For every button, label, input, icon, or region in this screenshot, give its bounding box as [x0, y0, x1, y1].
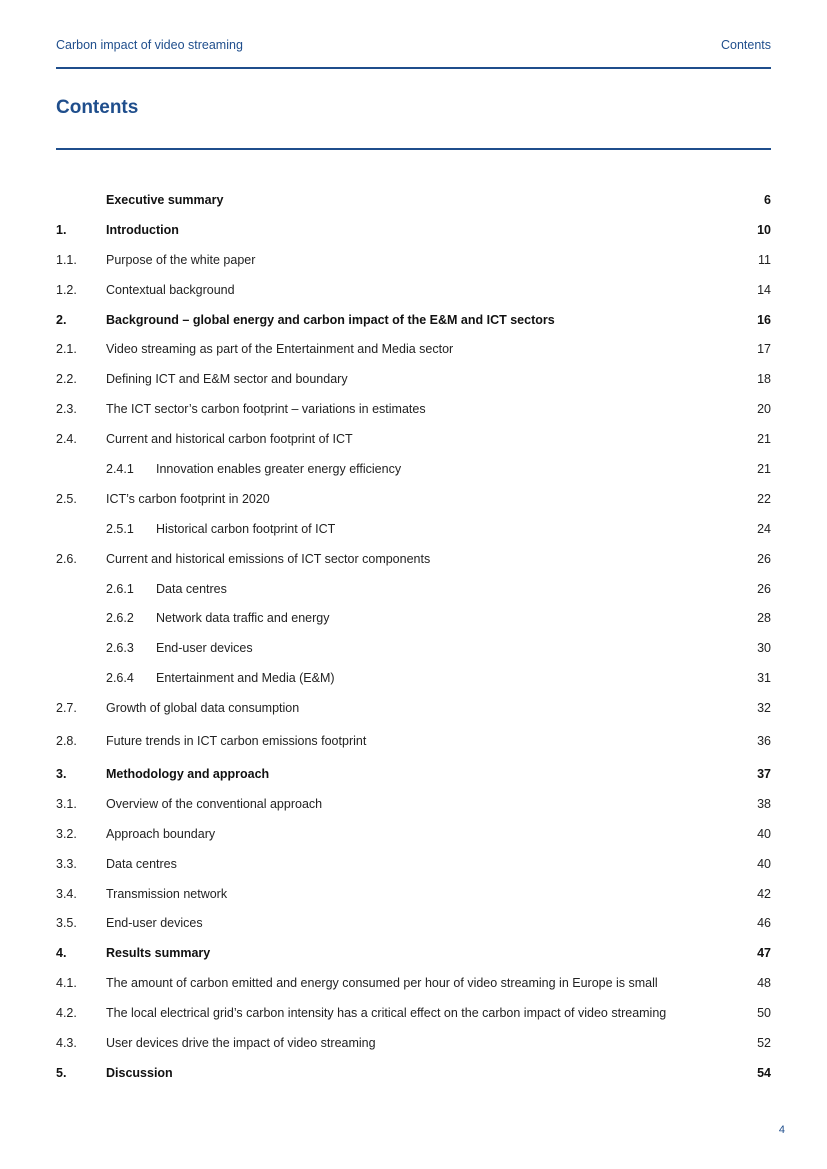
toc-entry[interactable] [56, 849, 771, 879]
toc-entry-page: 10 [757, 222, 771, 237]
toc-entry-page: 37 [757, 766, 771, 781]
toc-entry-page: 52 [757, 1035, 771, 1050]
toc-entry-title: The local electrical grid’s carbon intensity has a critical effect on the carbon impact of video streaming [106, 1006, 667, 1021]
toc-entry-number: 2.1. [56, 342, 77, 357]
toc-entry[interactable] [56, 514, 771, 544]
toc-entry-page: 14 [757, 282, 771, 297]
toc-entry-number: 2.3. [56, 402, 77, 417]
toc-entry-number: 2.6.2 [106, 611, 134, 626]
toc-entry[interactable] [56, 1028, 771, 1058]
toc-entry-title: Current and historical carbon footprint of ICT [106, 432, 353, 447]
toc-entry-title: Approach boundary [106, 826, 216, 841]
toc-entry-page: 20 [757, 402, 771, 417]
toc-entry-number: 2.6.4 [106, 671, 134, 686]
toc-entry[interactable] [56, 693, 771, 723]
toc-entry-page: 36 [757, 734, 771, 749]
toc-entry-page: 50 [757, 1006, 771, 1021]
toc-entry-title: Network data traffic and energy [156, 611, 330, 626]
toc-entry-number: 2.5. [56, 491, 77, 506]
toc-entry[interactable] [56, 968, 771, 998]
toc-entry-number: 2.5.1 [106, 521, 134, 536]
toc-entry-title: Defining ICT and E&M sector and boundary [106, 372, 348, 387]
toc-entry-page: 31 [757, 671, 771, 686]
toc-entry-number: 3. [56, 766, 67, 781]
toc-entry-title: The ICT sector’s carbon footprint – variations in estimates [106, 402, 426, 417]
toc-entry-title: End-user devices [156, 641, 253, 656]
toc-entry-number: 2.6.1 [106, 581, 134, 596]
toc-entry-page: 38 [757, 796, 771, 811]
toc-entry-page: 18 [757, 372, 771, 387]
toc-entry[interactable] [56, 394, 771, 424]
toc-entry-number: 4. [56, 946, 67, 961]
toc-entry-page: 42 [757, 886, 771, 901]
toc-entry-number: 4.1. [56, 976, 77, 991]
toc-entry-page: 46 [757, 916, 771, 931]
toc-entry[interactable] [56, 364, 771, 394]
toc-entry-number: 1.1. [56, 252, 77, 267]
toc-entry-page: 32 [757, 701, 771, 716]
toc-entry-page: 28 [757, 611, 771, 626]
toc-entry[interactable] [56, 998, 771, 1028]
toc-entry[interactable] [56, 908, 771, 938]
toc-entry-number: 3.3. [56, 856, 77, 871]
toc-entry-title: Executive summary [106, 192, 224, 207]
toc-entry-number: 2.6. [56, 551, 77, 566]
toc-entry-title: User devices drive the impact of video streaming [106, 1035, 376, 1050]
toc-entry-number: 4.2. [56, 1006, 77, 1021]
toc-entry[interactable] [56, 938, 771, 968]
toc-entry-page: 30 [757, 641, 771, 656]
toc-entry-page: 22 [757, 491, 771, 506]
page-title: Contents [56, 97, 139, 118]
toc-entry-page: 40 [757, 826, 771, 841]
toc-entry-page: 48 [757, 976, 771, 991]
toc-entry-title: Video streaming as part of the Entertainment and Media sector [106, 342, 454, 357]
document-title: Carbon impact of video streaming [56, 38, 243, 52]
toc-entry-page: 21 [757, 461, 771, 476]
toc-entry[interactable] [56, 245, 771, 275]
toc-entry-page: 16 [757, 312, 771, 327]
toc-entry-page: 6 [764, 192, 771, 207]
toc-entry-title: Transmission network [106, 886, 228, 901]
section-name: Contents [720, 38, 771, 52]
toc-entry[interactable] [56, 723, 771, 759]
toc-entry[interactable] [56, 819, 771, 849]
toc-entry-number: 2.4. [56, 432, 77, 447]
toc-entry-number: 2.7. [56, 701, 77, 716]
toc-entry-title: Current and historical emissions of ICT sector components [106, 551, 431, 566]
toc-entry-number: 2.6.3 [106, 641, 134, 656]
toc-entry[interactable] [56, 1058, 771, 1088]
toc-entry[interactable] [56, 544, 771, 574]
toc-entry-title: Growth of global data consumption [106, 701, 300, 716]
toc-entry[interactable] [56, 789, 771, 819]
toc-entry-title: Future trends in ICT carbon emissions footprint [106, 734, 367, 749]
running-header [56, 38, 771, 52]
toc-entry-title: Results summary [106, 946, 211, 961]
toc-entry-title: Introduction [106, 222, 179, 237]
toc-entry[interactable] [56, 663, 771, 693]
toc-entry-number: 3.5. [56, 916, 77, 931]
toc-entry-page: 21 [757, 432, 771, 447]
toc-entry-number: 3.1. [56, 796, 77, 811]
toc-entry[interactable] [56, 275, 771, 305]
toc-entry[interactable] [56, 484, 771, 514]
toc-entry-title: Data centres [106, 856, 177, 871]
toc-entry-title: Entertainment and Media (E&M) [156, 671, 335, 686]
toc-entry-page: 24 [757, 521, 771, 536]
toc-entry[interactable] [56, 603, 771, 633]
title-rule [56, 148, 771, 150]
toc-entry-page: 26 [757, 551, 771, 566]
toc-entry[interactable] [56, 574, 771, 604]
toc-entry-title: End-user devices [106, 916, 203, 931]
toc-entry-title: ICT’s carbon footprint in 2020 [106, 491, 270, 506]
toc-entry-number: 2. [56, 312, 67, 327]
toc-entry-page: 47 [757, 946, 771, 961]
toc-entry-number: 2.8. [56, 734, 77, 749]
toc-entry-number: 5. [56, 1065, 67, 1080]
toc-entry[interactable] [56, 454, 771, 484]
toc-entry-title: Contextual background [106, 282, 235, 297]
toc-entry-page: 54 [757, 1065, 771, 1080]
toc-entry-page: 40 [757, 856, 771, 871]
toc-entry-number: 4.3. [56, 1035, 77, 1050]
header-rule [56, 67, 771, 69]
toc-entry-number: 1. [56, 222, 67, 237]
toc-entry-title: Historical carbon footprint of ICT [156, 521, 336, 536]
page-number: 4 [778, 1124, 785, 1136]
toc-entry[interactable] [56, 424, 771, 454]
toc-entry-title: Data centres [156, 581, 227, 596]
table-of-contents [56, 185, 771, 1088]
toc-entry[interactable] [56, 185, 771, 215]
toc-entry-number: 3.2. [56, 826, 77, 841]
toc-entry[interactable] [56, 633, 771, 663]
toc-entry-number: 1.2. [56, 282, 77, 297]
toc-entry-title: The amount of carbon emitted and energy consumed per hour of video streaming in Europe is small [106, 976, 658, 991]
toc-entry-title: Purpose of the white paper [106, 252, 256, 267]
toc-entry-number: 3.4. [56, 886, 77, 901]
toc-entry-number: 2.2. [56, 372, 77, 387]
toc-entry-title: Discussion [106, 1065, 173, 1080]
toc-entry-title: Overview of the conventional approach [106, 796, 323, 811]
toc-entry-number: 2.4.1 [106, 461, 134, 476]
toc-entry-title: Innovation enables greater energy efficiency [156, 461, 402, 476]
toc-entry-page: 26 [757, 581, 771, 596]
toc-entry[interactable] [56, 879, 771, 909]
toc-entry-title: Background – global energy and carbon impact of the E&M and ICT sectors [106, 312, 555, 327]
toc-entry[interactable] [56, 215, 771, 245]
toc-entry-title: Methodology and approach [106, 766, 270, 781]
toc-entry[interactable] [56, 334, 771, 364]
toc-entry-page: 17 [757, 342, 771, 357]
toc-entry[interactable] [56, 305, 771, 335]
toc-entry-page: 11 [758, 252, 771, 267]
toc-entry[interactable] [56, 759, 771, 789]
